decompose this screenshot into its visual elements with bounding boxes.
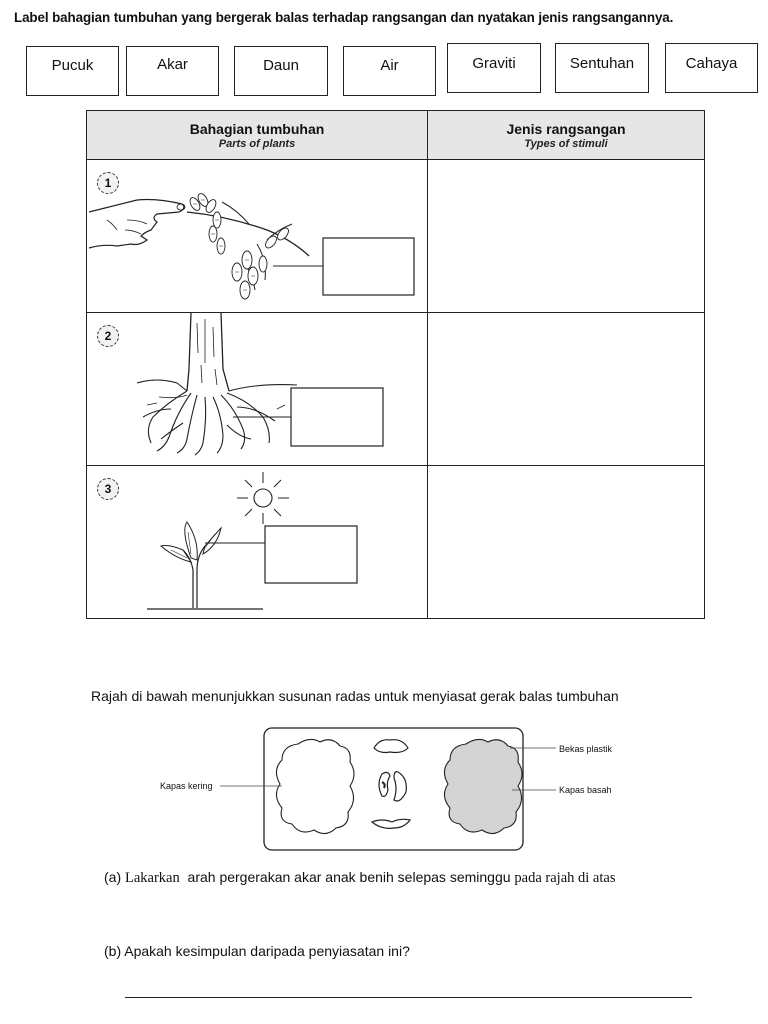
word-bank-akar: Akar xyxy=(126,46,219,96)
row-number-3: 3 xyxy=(97,478,119,500)
word-bank-air: Air xyxy=(343,46,436,96)
tree-roots-illustration xyxy=(87,313,427,465)
word-bank-pucuk: Pucuk xyxy=(26,46,119,96)
row-number-2: 2 xyxy=(97,325,119,347)
experiment-intro: Rajah di bawah menunjukkan susunan radas untuk menyiasat gerak balas tumbuhan xyxy=(91,688,619,704)
row2-answer-cell[interactable] xyxy=(428,313,705,466)
seedling-sun-illustration xyxy=(87,466,427,618)
question-a: (a) Lakarkan arah pergerakan akar anak benih selepas seminggu pada rajah di atas xyxy=(104,869,616,886)
word-bank-sentuhan: Sentuhan xyxy=(555,43,649,93)
touch-mimosa-illustration xyxy=(87,160,427,312)
row1-image-cell xyxy=(87,160,428,313)
word-bank-daun: Daun xyxy=(234,46,328,96)
row3-image-cell xyxy=(87,466,428,619)
label-plastic-container: Bekas plastik xyxy=(559,744,613,754)
label-dry-cotton: Kapas kering xyxy=(160,781,213,791)
header-parts-of-plants: Bahagian tumbuhan Parts of plants xyxy=(87,111,428,160)
word-bank-cahaya: Cahaya xyxy=(665,43,758,93)
word-bank-graviti: Graviti xyxy=(447,43,541,93)
row3-answer-cell[interactable] xyxy=(428,466,705,619)
answer-line[interactable] xyxy=(125,997,692,998)
experiment-apparatus-diagram xyxy=(150,724,570,854)
question-b: (b) Apakah kesimpulan daripada penyiasatan ini? xyxy=(104,943,410,959)
instruction-text: Label bahagian tumbuhan yang bergerak balas terhadap rangsangan dan nyatakan jenis rangsangannya. xyxy=(14,10,674,25)
row2-image-cell xyxy=(87,313,428,466)
answer-table xyxy=(86,110,705,619)
row-number-1: 1 xyxy=(97,172,119,194)
label-wet-cotton: Kapas basah xyxy=(559,785,612,795)
header-types-of-stimuli: Jenis rangsangan Types of stimuli xyxy=(428,111,705,160)
row1-answer-cell[interactable] xyxy=(428,160,705,313)
